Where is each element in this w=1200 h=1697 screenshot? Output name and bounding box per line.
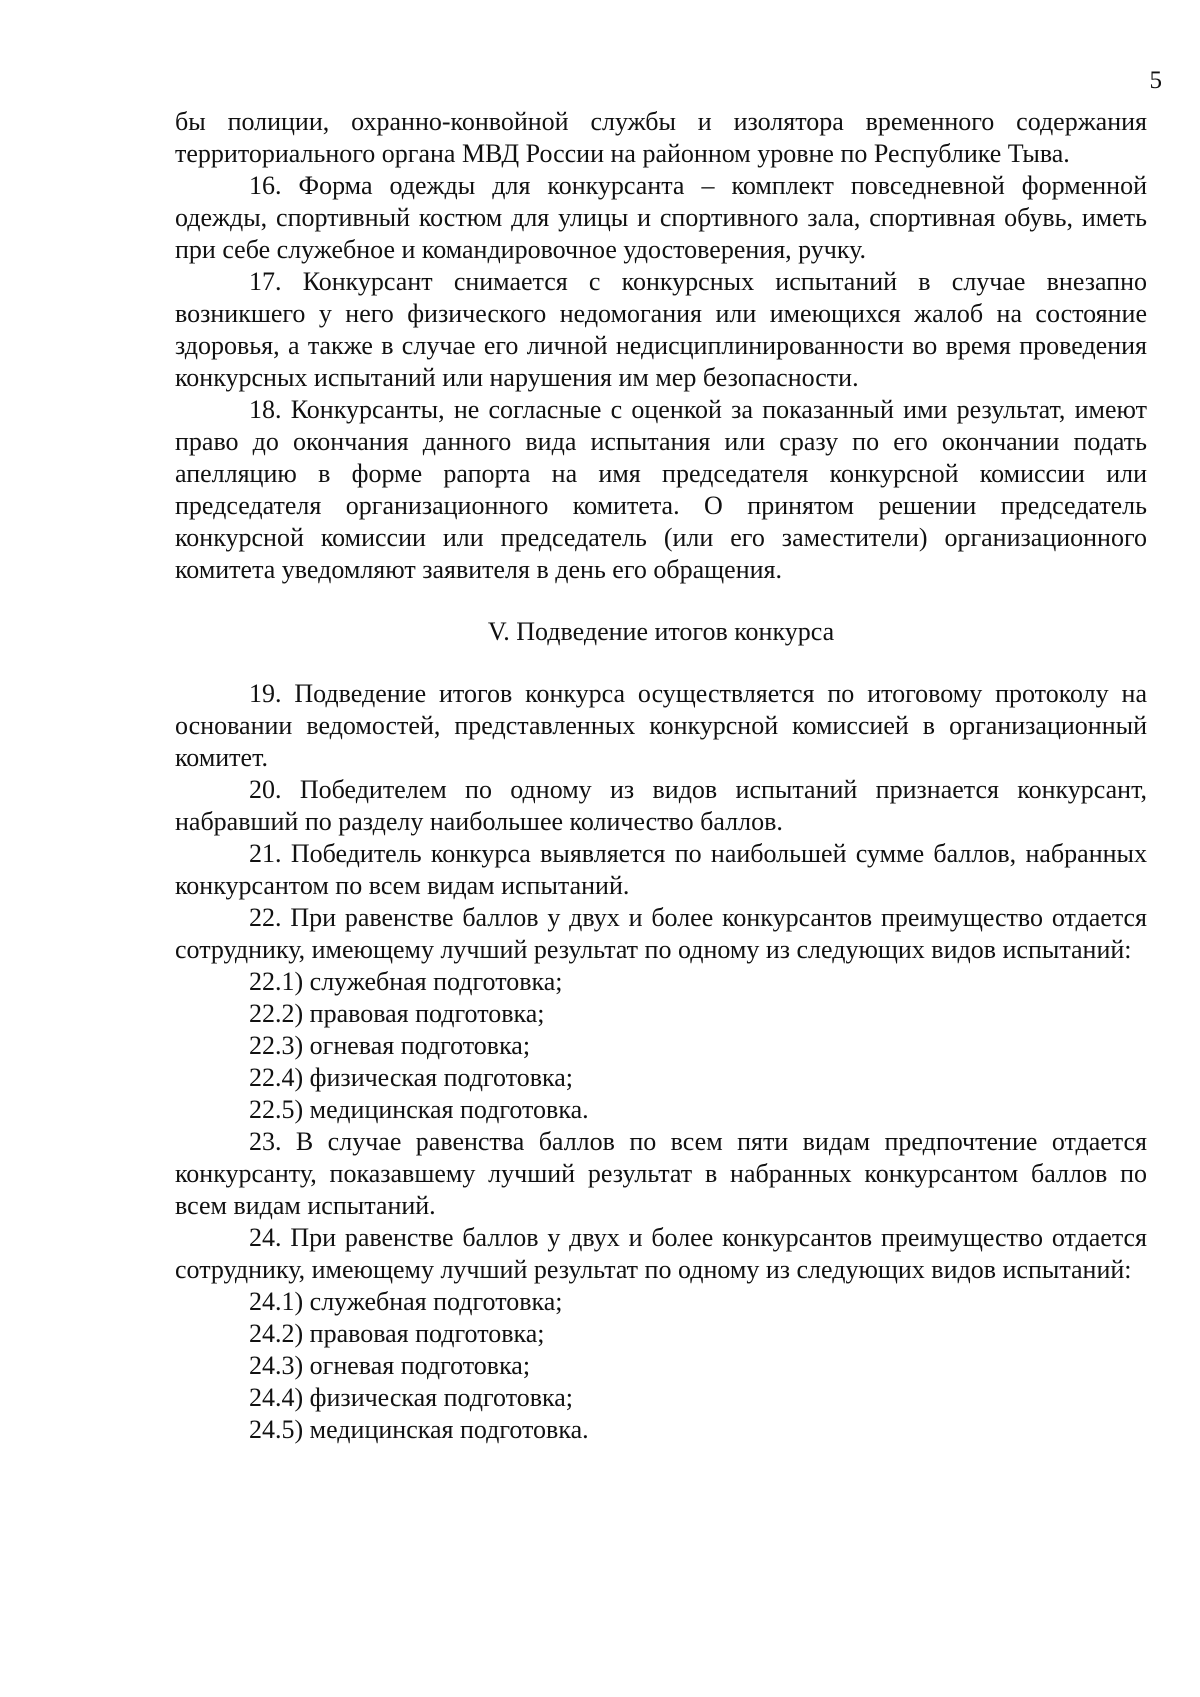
list-item: 22.1) служебная подготовка; (249, 967, 563, 996)
document-section (175, 616, 1147, 1446)
paragraph: 22. При равенстве баллов у двух и более конкурсантов преимущество отдается сотруднику, имеющему лучший результат по одному из следующих видов испытаний: (175, 903, 1147, 964)
list-item: 24.4) физическая подготовка; (249, 1383, 574, 1412)
paragraph: 16. Форма одежды для конкурсанта – комплект повседневной форменной одежды, спортивный костюм для улицы и спортивного зала, спортивная обувь, иметь при себе служебное и командировочное удостоверения, ручку. (175, 171, 1147, 264)
list-item: 24.2) правовая подготовка; (249, 1319, 545, 1348)
document-section (175, 106, 1147, 586)
page-number: 5 (1149, 67, 1162, 94)
paragraph: 21. Победитель конкурса выявляется по наибольшей сумме баллов, набранных конкурсантом по всем видам испытаний. (175, 839, 1147, 900)
paragraph: 24. При равенстве баллов у двух и более конкурсантов преимущество отдается сотруднику, имеющему лучший результат по одному из следующих видов испытаний: (175, 1223, 1147, 1284)
paragraph: 19. Подведение итогов конкурса осуществляется по итоговому протоколу на основании ведомостей, представленных конкурсной комиссией в организационный комитет. (175, 679, 1147, 772)
paragraph: 20. Победителем по одному из видов испытаний признается конкурсант, набравший по разделу наибольшее количество баллов. (175, 775, 1147, 836)
paragraph: бы полиции, охранно-конвойной службы и изолятора временного содержания территориального органа МВД России на районном уровне по Республике Тыва. (175, 107, 1147, 168)
list-item: 24.1) служебная подготовка; (249, 1287, 563, 1316)
list-item: 24.3) огневая подготовка; (249, 1351, 531, 1380)
document-body (175, 106, 1147, 1446)
list-item: 24.5) медицинская подготовка. (249, 1415, 589, 1444)
paragraph: 23. В случае равенства баллов по всем пяти видам предпочтение отдается конкурсанту, показавшему лучший результат в набранных конкурсантом баллов по всем видам испытаний. (175, 1127, 1147, 1220)
section-heading: V. Подведение итогов конкурса (487, 617, 835, 646)
list-item: 22.2) правовая подготовка; (249, 999, 545, 1028)
paragraph: 17. Конкурсант снимается с конкурсных испытаний в случае внезапно возникшего у него физического недомогания или имеющихся жалоб на состояние здоровья, а также в случае его личной недисциплинированности во время проведения конкурсных испытаний или нарушения им мер безопасности. (175, 267, 1147, 392)
list-item: 22.4) физическая подготовка; (249, 1063, 574, 1092)
list-item: 22.3) огневая подготовка; (249, 1031, 531, 1060)
list-item: 22.5) медицинская подготовка. (249, 1095, 589, 1124)
paragraph: 18. Конкурсанты, не согласные с оценкой за показанный ими результат, имеют право до окончания данного вида испытания или сразу по его окончании подать апелляцию в форме рапорта на имя председателя конкурсной комиссии или председателя организационного комитета. О принятом решении председатель конкурсной комиссии или председатель (или его заместители) организационного комитета уведомляют заявителя в день его обращения. (175, 395, 1147, 584)
